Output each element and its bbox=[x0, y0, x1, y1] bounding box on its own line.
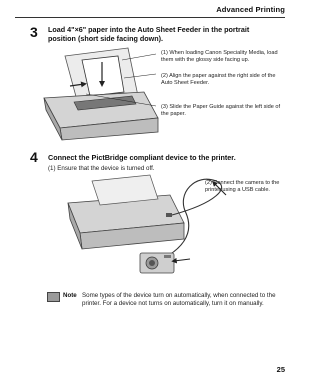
step-3-number: 3 bbox=[30, 24, 38, 40]
step-3-callout-3: (3) Slide the Paper Guide against the left side of the paper. bbox=[161, 104, 281, 117]
printer-paper-loading-illustration bbox=[40, 48, 160, 140]
step-4-instruction: Connect the PictBridge compliant device to the printer. bbox=[48, 153, 236, 162]
step-3-callout-1: (1) When loading Canon Speciality Media, load them with the glossy side facing up. bbox=[161, 50, 278, 63]
note-label: Note bbox=[63, 292, 77, 299]
step-4-callout-2: (2) Connect the camera to the printer using a USB cable. bbox=[205, 180, 280, 193]
header-divider bbox=[15, 17, 285, 18]
note-icon bbox=[47, 292, 60, 302]
page-number: 25 bbox=[276, 365, 285, 374]
step-3-callout-2: (2) Align the paper against the right side of the Auto Sheet Feeder. bbox=[161, 73, 276, 86]
section-title: Advanced Printing bbox=[216, 5, 285, 14]
step-4-number: 4 bbox=[30, 149, 38, 165]
step-3-instruction: Load 4"×6" paper into the Auto Sheet Feeder in the portrait position (short side facing down). bbox=[48, 25, 250, 43]
step-4-sub-item-1: (1) Ensure that the device is turned off. bbox=[48, 165, 155, 172]
note-text: Some types of the device turn on automatically, when connected to the printer. For a device not turns on automatically, turn it on manually. bbox=[82, 292, 276, 307]
